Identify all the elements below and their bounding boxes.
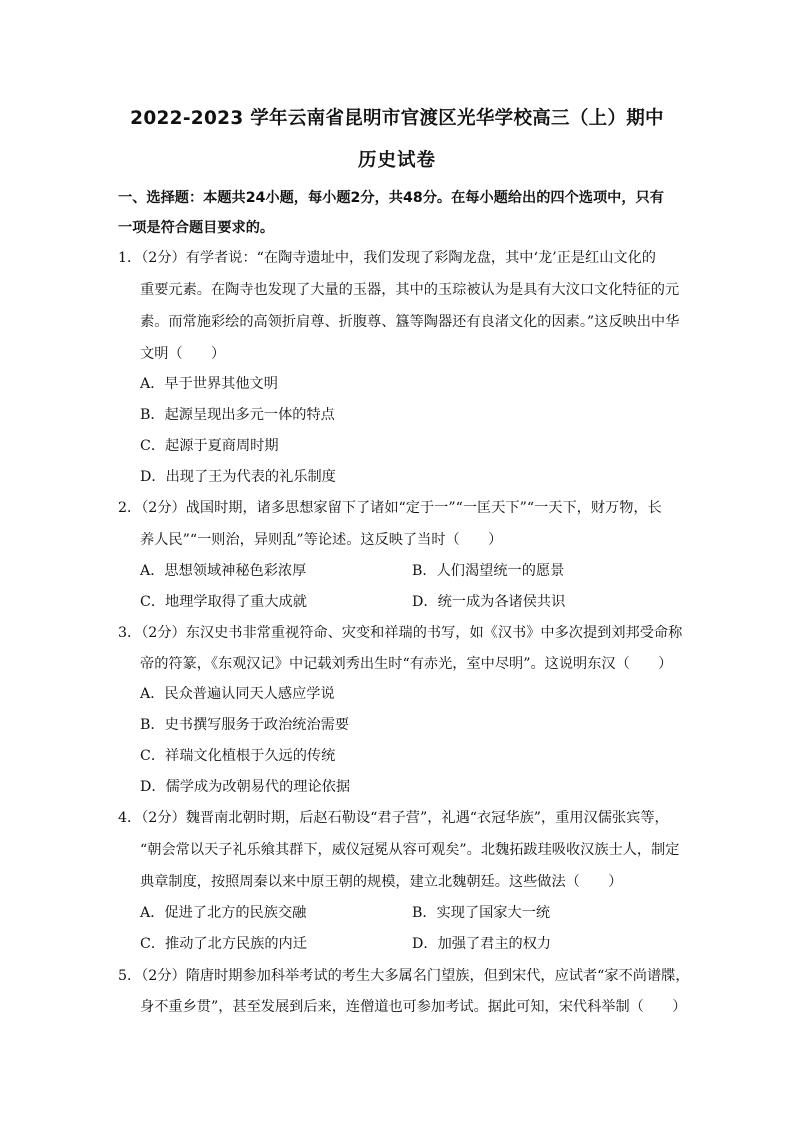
question-2-option-a: A．思想领域神秘色彩浓厚 bbox=[140, 563, 307, 579]
question-4-option-a: A．促进了北方的民族交融 bbox=[140, 905, 307, 921]
question-3-line-1: 3．（2分）东汉史书非常重视符命、灾变和祥瑞的书写，如《汉书》中多次提到刘邦受命称 bbox=[118, 625, 683, 641]
question-1-line-2: 重要元素。在陶寺也发现了大量的玉器，其中的玉琮被认为是具有大汶口文化特征的元 bbox=[140, 282, 680, 298]
section-heading-line-2: 一项是符合题目要求的。 bbox=[118, 220, 275, 236]
question-1-option-a: A．早于世界其他文明 bbox=[140, 376, 278, 392]
question-1-option-b: B．起源呈现出多元一体的特点 bbox=[140, 407, 335, 423]
question-4-line-2: “朝会常以天子礼乐飨其群下，威仪冠冕从容可观矣”。北魏拓跋珪吸收汉族士人，制定 bbox=[140, 842, 680, 858]
question-1-option-c: C．起源于夏商周时期 bbox=[140, 438, 279, 454]
question-4-option-c: C．推动了北方民族的内迁 bbox=[140, 936, 307, 952]
question-5-line-2: 身不重乡贯”，甚至发展到后来，连僧道也可参加考试。据此可知，宋代科举制（ ） bbox=[140, 999, 687, 1015]
question-2-line-1: 2．（2分）战国时期，诸多思想家留下了诸如“定于一”“一匡天下”“一天下，财万物，长 bbox=[118, 500, 662, 516]
question-1-option-d: D．出现了王为代表的礼乐制度 bbox=[140, 469, 336, 485]
question-1-line-4: 文明（ ） bbox=[140, 346, 226, 362]
question-2-option-c: C．地理学取得了重大成就 bbox=[140, 594, 307, 610]
question-1-line-3: 素。而常施彩绘的高领折肩尊、折腹尊、簋等陶器还有良渚文化的因素。”这反映出中华 bbox=[140, 314, 680, 330]
question-4-option-b: B．实现了国家大一统 bbox=[412, 905, 551, 921]
question-2-option-d: D．统一成为各诸侯共识 bbox=[412, 594, 566, 610]
question-2-line-2: 养人民”“一则治，异则乱”等论述。这反映了当时（ ） bbox=[140, 532, 503, 548]
question-4-line-1: 4．（2分）魏晋南北朝时期，后赵石勒设“君子营”，礼遇“衣冠华族”，重用汉儒张宾等， bbox=[118, 810, 669, 826]
question-3-option-c: C．祥瑞文化植根于久远的传统 bbox=[140, 748, 336, 764]
page-subtitle: 历史试卷 bbox=[357, 150, 436, 171]
question-3-option-d: D．儒学成为改朝易代的理论依据 bbox=[140, 779, 351, 795]
question-2-option-b: B．人们渴望统一的愿景 bbox=[412, 563, 565, 579]
section-heading-line-1: 一、选择题：本题共24小题，每小题2分，共48分。在每小题给出的四个选项中，只有 bbox=[118, 190, 664, 206]
question-3-option-a: A．民众普遍认同天人感应学说 bbox=[140, 686, 335, 702]
question-4-option-d: D．加强了君主的权力 bbox=[412, 936, 552, 952]
page-title: 2022-2023 学年云南省昆明市官渡区光华学校高三（上）期中 bbox=[130, 108, 664, 129]
question-5-line-1: 5．（2分）隋唐时期参加科举考试的考生大多属名门望族，但到宋代，应试者“家不尚谱牒， bbox=[118, 968, 690, 984]
question-3-option-b: B．史书撰写服务于政治统治需要 bbox=[140, 717, 350, 733]
question-1-line-1: 1．（2分）有学者说：“在陶寺遗址中，我们发现了彩陶龙盘，其中‘龙’正是红山文化的 bbox=[118, 250, 656, 266]
question-3-line-2: 帝的符篆，《东观汉记》中记载刘秀出生时“有赤光，室中尽明”。这说明东汉（ ） bbox=[140, 656, 673, 672]
question-4-line-3: 典章制度，按照周秦以来中原王朝的规模，建立北魏朝廷。这些做法（ ） bbox=[140, 874, 623, 890]
